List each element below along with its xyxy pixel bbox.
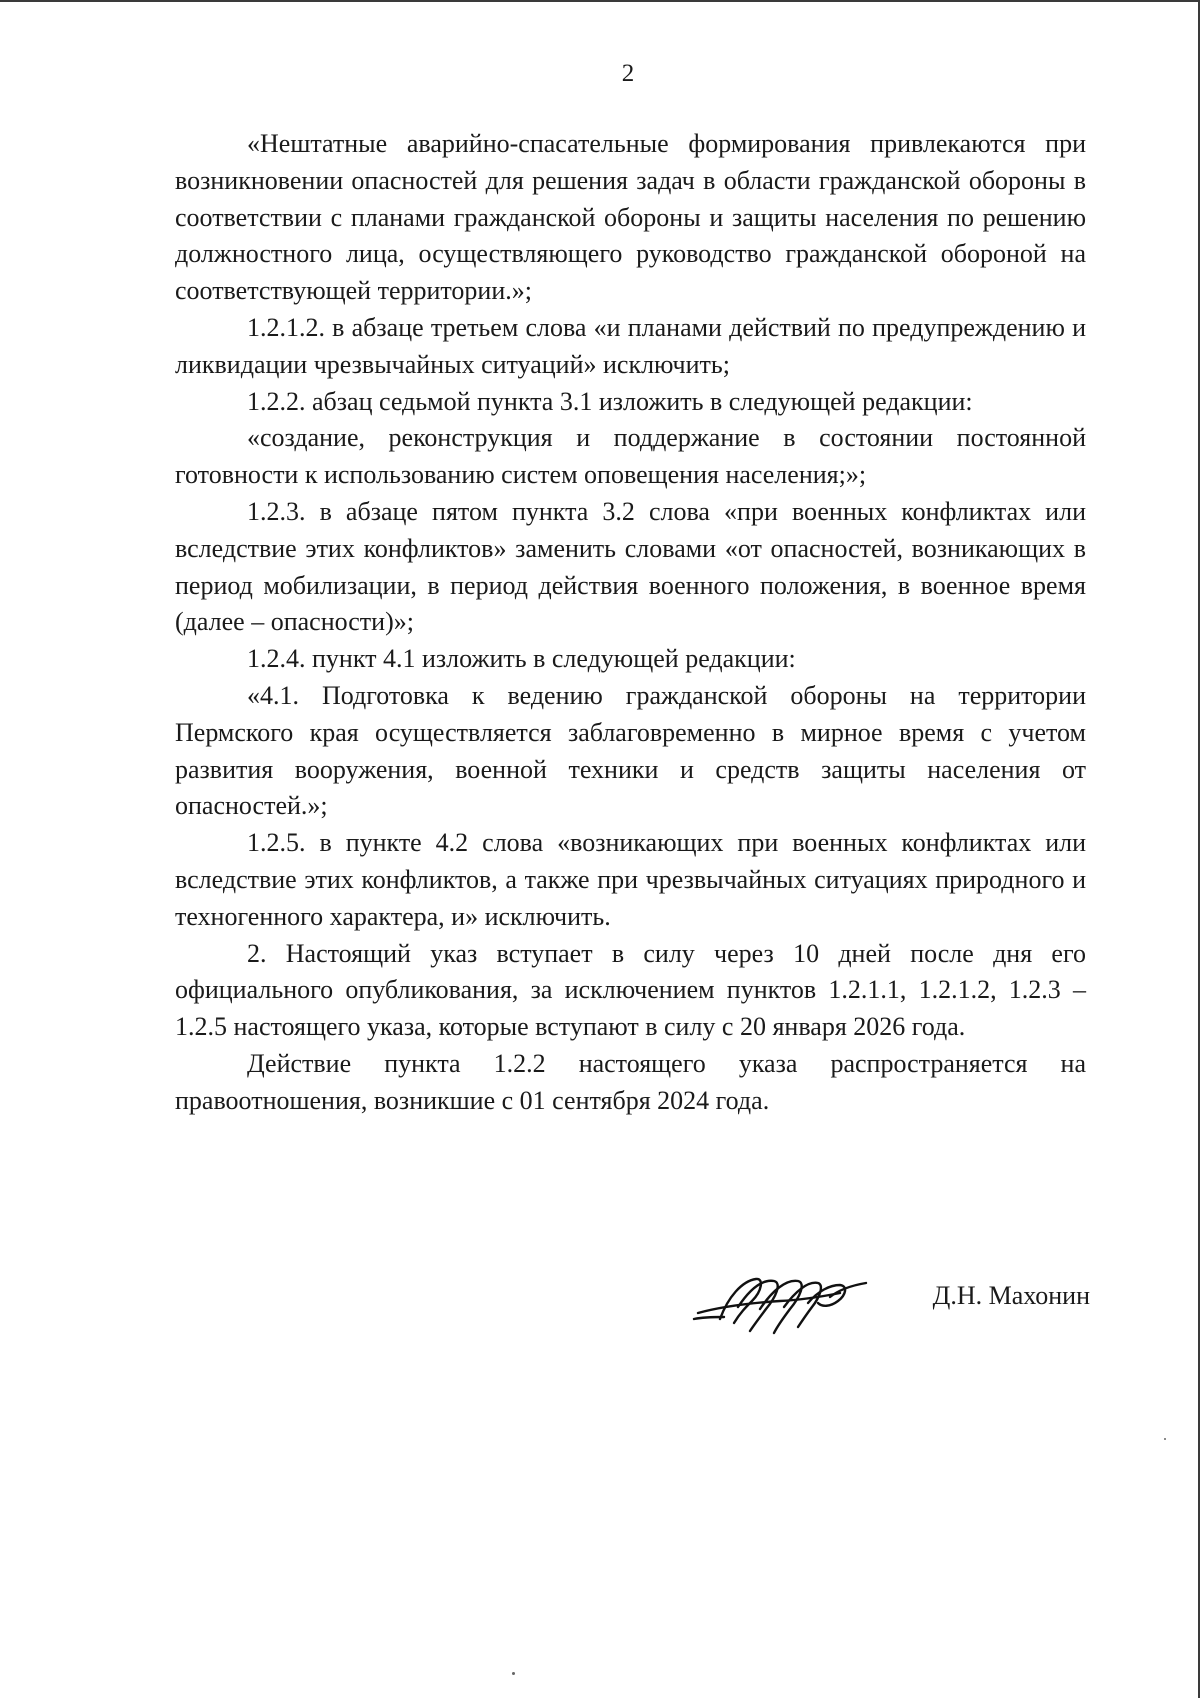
paragraph-1-2-1-2: 1.2.1.2. в абзаце третьем слова «и планами действий по предупреждению и ликвидации чрезвычайных ситуаций» исключить; bbox=[175, 312, 1086, 379]
paragraph-quote-4-1: «4.1. Подготовка к ведению гражданской обороны на территории Пермского края осуществляется заблаговременно в мирное время с учетом развития вооружения, военной техники и средств защиты населения от опасностей.»; bbox=[175, 680, 1086, 821]
signer-name: Д.Н. Махонин bbox=[932, 1281, 1090, 1310]
handwritten-signature bbox=[690, 1267, 880, 1347]
scan-speck bbox=[1164, 1438, 1166, 1440]
scan-speck bbox=[512, 1672, 515, 1675]
paragraph-applicability: Действие пункта 1.2.2 настоящего указа распространяется на правоотношения, возникшие с 01 сентября 2024 года. bbox=[175, 1048, 1086, 1115]
paragraph-1-2-2: 1.2.2. абзац седьмой пункта 3.1 изложить в следующей редакции: bbox=[247, 386, 973, 416]
paragraph-1-2-5: 1.2.5. в пункте 4.2 слова «возникающих при военных конфликтах или вследствие этих конфликтов, а также при чрезвычайных ситуациях природного и техногенного характера, и» исключить. bbox=[175, 828, 1086, 931]
document-body bbox=[175, 126, 1086, 1120]
paragraph-quote-warning-systems: «создание, реконструкция и поддержание в состоянии постоянной готовности к использованию систем оповещения населения;»; bbox=[175, 423, 1086, 490]
paragraph-1-2-3: 1.2.3. в абзаце пятом пункта 3.2 слова «при военных конфликтах или вследствие этих конфликтов» заменить словами «от опасностей, возникающих в период мобилизации, в период действия военного положения, в военное время (далее – опасности)»; bbox=[175, 496, 1086, 637]
paragraph-quote-emergency-units: «Нештатные аварийно-спасательные формирования привлекаются при возникновении опасностей для решения задач в области гражданской обороны в соответствии с планами гражданской обороны и защиты населения по решению должностного лица, осуществляющего руководство гражданской обороной на соответствующей территории.»; bbox=[175, 129, 1086, 306]
page-number: 2 bbox=[621, 60, 635, 87]
paragraph-1-2-4: 1.2.4. пункт 4.1 изложить в следующей редакции: bbox=[247, 644, 796, 674]
signature-block bbox=[690, 1267, 1090, 1347]
paragraph-2-entry-into-force: 2. Настоящий указ вступает в силу через 10 дней после дня его официального опубликования, за исключением пунктов 1.2.1.1, 1.2.1.2, 1.2.3 – 1.2.5 настоящего указа, которые вступают в силу с 20 января 2026 года. bbox=[175, 938, 1086, 1042]
